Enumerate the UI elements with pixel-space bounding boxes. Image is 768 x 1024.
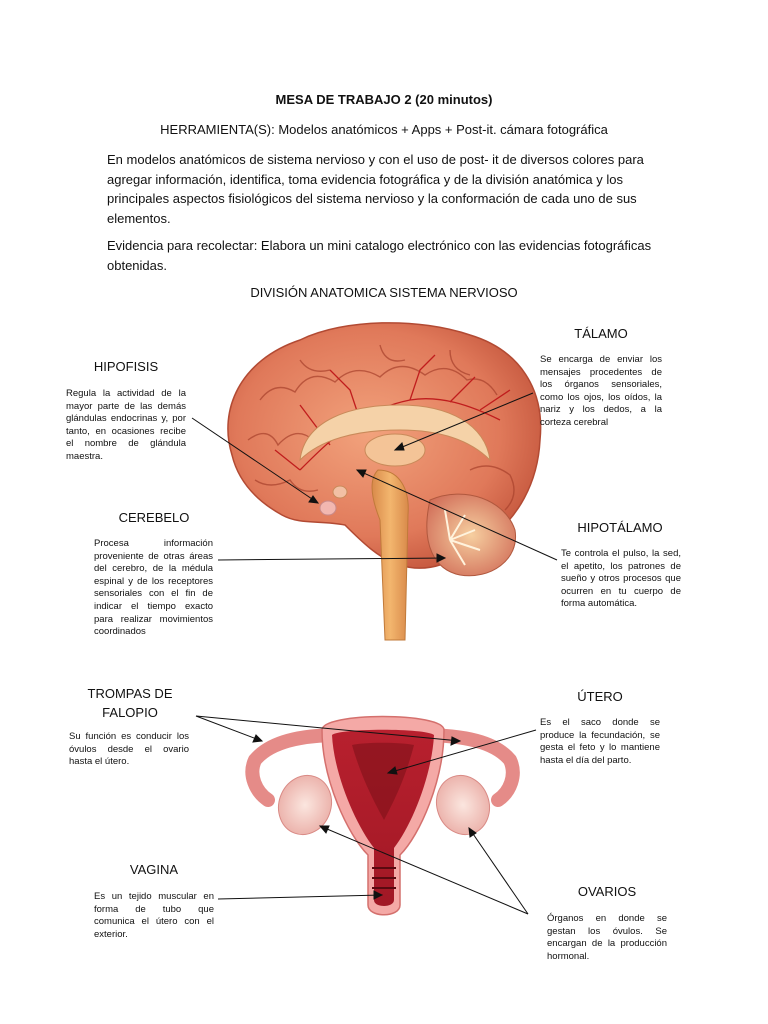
label-utero: ÚTERO <box>577 689 623 704</box>
evidence-paragraph: Evidencia para recolectar: Elabora un mini catalogo electrónico con las evidencias fotográficas obtenidas. <box>107 238 652 273</box>
desc-utero: Es el saco donde se produce la fecundación, se gesta el feto y lo mantiene hasta el día del parto. <box>540 717 660 766</box>
desc-ovarios: Órganos en donde se gestan los óvulos. Se encargan de la producción hormonal. <box>547 913 667 962</box>
desc-cerebelo: Procesa información proveniente de otras áreas del cerebro, de la médula espinal y de los receptores sensoriales con el fin de indicar el tiempo exacto para realizar movimientos coordinados <box>94 538 213 638</box>
desc-vagina: Es un tejido muscular en forma de tubo que comunica el útero con el exterior. <box>94 891 214 940</box>
instructions-paragraph: En modelos anatómicos de sistema nervioso y con el uso de post- it de diversos colores para agregar información, identifica, toma evidencia fotográfica y de la división anatómica y los principales aspectos fisiológicos del sistema nervioso y la conformación de cada uno de sus elementos. <box>107 152 644 226</box>
section-title: DIVISIÓN ANATOMICA SISTEMA NERVIOSO <box>250 285 518 300</box>
label-cerebelo: CEREBELO <box>118 510 190 525</box>
label-trompas: TROMPAS DE FALOPIO <box>87 686 173 720</box>
desc-hipotalamo: Te controla el pulso, la sed, el apetito, los patrones de sueño y otros procesos que ocurren en tu cuerpo de forma automática. <box>561 548 681 610</box>
uterus-illustration <box>252 717 512 915</box>
tools-line: HERRAMIENTA(S): Modelos anatómicos + Apps + Post-it. cámara fotográfica <box>160 122 608 137</box>
desc-trompas: Su función es conducir los óvulos desde el ovario hasta el útero. <box>69 731 189 768</box>
desc-talamo: Se encarga de enviar los mensajes procedentes de los órganos sensoriales, como los ojos, los oídos, la nariz y los dedos, a la corteza cerebral <box>540 354 662 428</box>
brain-illustration <box>228 323 541 640</box>
label-hipotalamo: HIPOTÁLAMO <box>577 520 663 535</box>
desc-hipofisis: Regula la actividad de la mayor parte de las demás glándulas endocrinas y, por tanto, en ocasiones recibe el nombre de glándula maestra. <box>66 388 186 462</box>
label-vagina: VAGINA <box>129 862 179 877</box>
label-ovarios: OVARIOS <box>577 884 637 899</box>
label-talamo: TÁLAMO <box>574 326 628 341</box>
page-title: MESA DE TRABAJO 2 (20 minutos) <box>275 92 493 107</box>
label-hipofisis: HIPOFISIS <box>93 359 159 374</box>
